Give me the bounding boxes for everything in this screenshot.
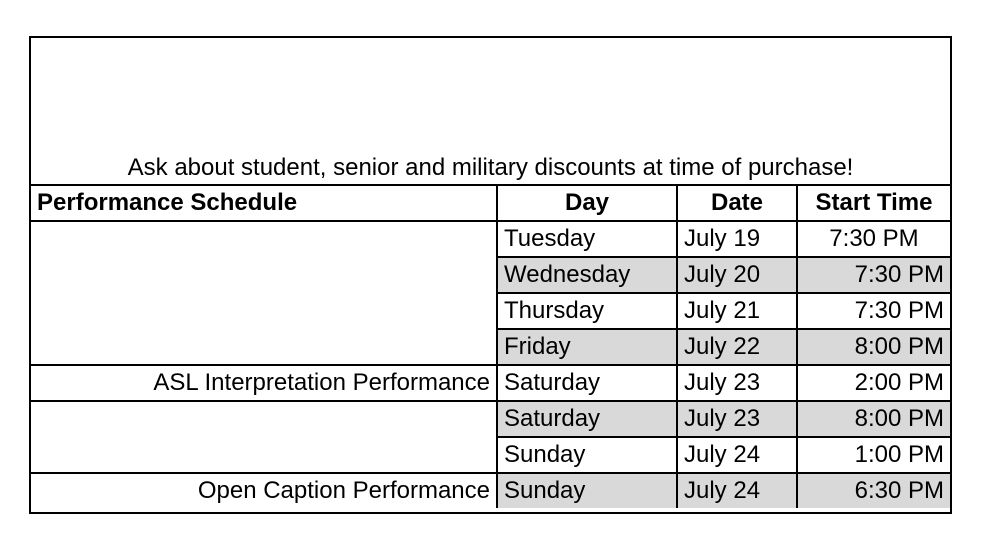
table-row — [31, 436, 950, 472]
schedule-table — [31, 184, 950, 508]
row-label — [31, 294, 496, 328]
schedule-frame — [29, 36, 952, 514]
row-time: 1:00 PM — [796, 436, 950, 472]
row-label: Open Caption Performance — [197, 477, 490, 504]
table-row — [31, 292, 950, 328]
table-row — [31, 328, 950, 364]
table-row — [31, 472, 950, 508]
row-day: Tuesday — [496, 222, 676, 256]
row-label — [31, 258, 496, 292]
row-time: 8:00 PM — [796, 402, 950, 436]
row-label: ASL Interpretation Performance — [153, 369, 490, 396]
row-day: Saturday — [496, 366, 676, 400]
header-day: Day — [496, 186, 676, 220]
discount-notice: Ask about student, senior and military discounts at time of purchase! — [127, 154, 854, 181]
table-row — [31, 256, 950, 292]
table-header-row — [31, 184, 950, 220]
row-date: July 22 — [676, 328, 796, 364]
header-performance-schedule: Performance Schedule — [37, 189, 298, 216]
header-start-time: Start Time — [796, 186, 950, 220]
row-day: Saturday — [496, 402, 676, 436]
row-date: July 24 — [676, 436, 796, 472]
row-day: Thursday — [496, 292, 676, 328]
row-day: Sunday — [496, 474, 676, 508]
row-date: July 23 — [676, 402, 796, 436]
row-time: 8:00 PM — [796, 328, 950, 364]
row-time: 6:30 PM — [796, 474, 950, 508]
row-day: Wednesday — [496, 256, 676, 292]
table-row — [31, 220, 950, 256]
row-day: Friday — [496, 328, 676, 364]
header-date: Date — [676, 186, 796, 220]
row-time: 2:00 PM — [796, 366, 950, 400]
row-label — [31, 330, 496, 364]
row-date: July 19 — [676, 222, 796, 256]
row-label — [31, 402, 496, 436]
row-day: Sunday — [496, 436, 676, 472]
row-time: 7:30 PM — [796, 256, 950, 292]
table-row — [31, 400, 950, 436]
row-label — [31, 438, 496, 472]
row-date: July 20 — [676, 256, 796, 292]
row-date: July 21 — [676, 292, 796, 328]
table-row — [31, 364, 950, 400]
row-time: 7:30 PM — [796, 292, 950, 328]
row-time: 7:30 PM — [796, 222, 950, 256]
row-date: July 24 — [676, 474, 796, 508]
row-date: July 23 — [676, 366, 796, 400]
row-label — [31, 222, 496, 256]
